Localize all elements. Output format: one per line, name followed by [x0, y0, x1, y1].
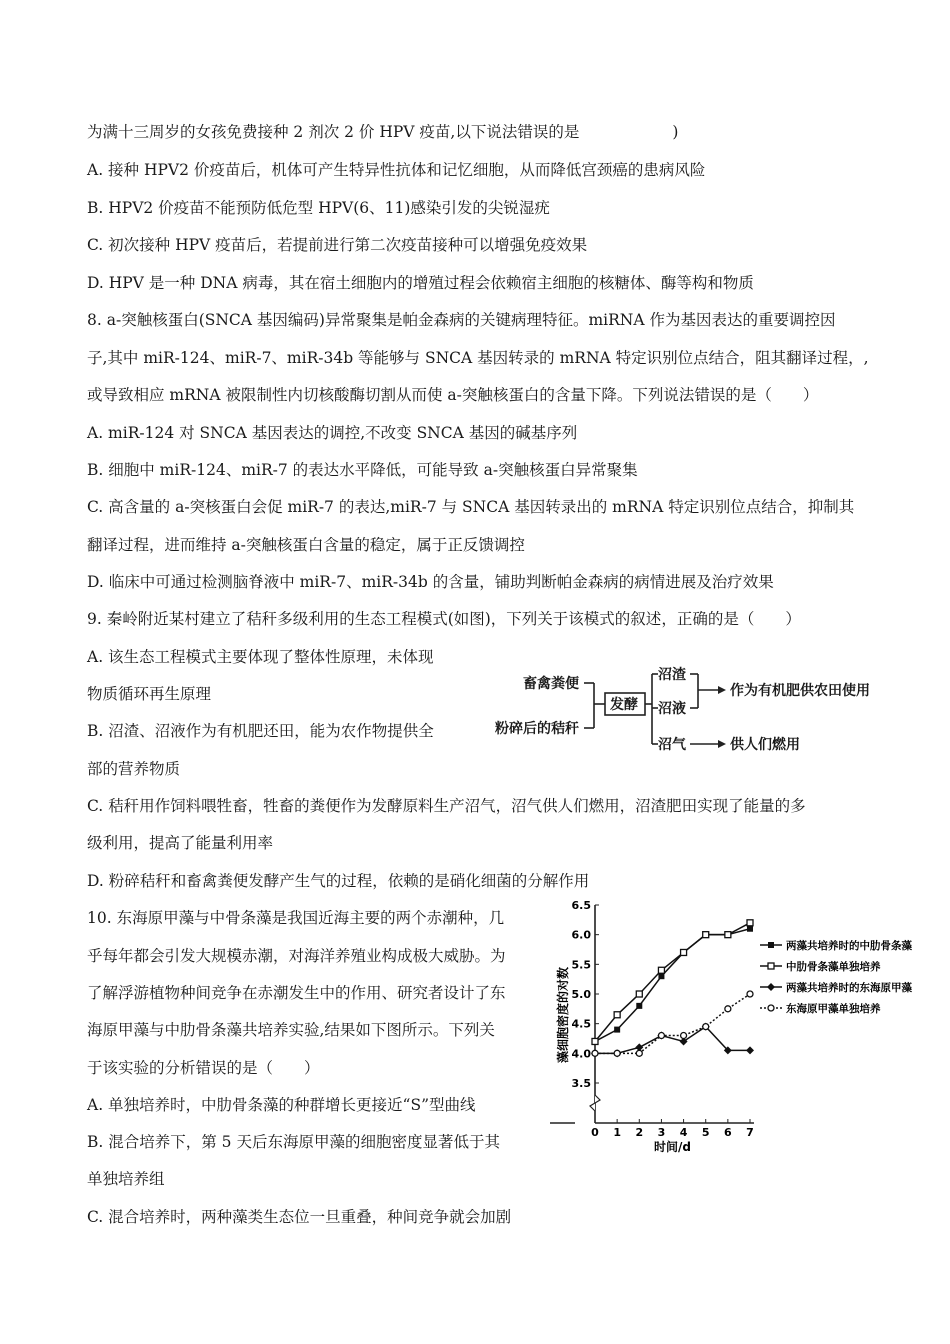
data-point-s3 — [658, 1033, 664, 1039]
legend-label-2: 两藻共培养时的东海原甲藻 — [786, 982, 912, 994]
series-line-1 — [595, 923, 750, 1042]
line-20: D. 粉碎秸秆和畜禽粪便发酵产生气的过程，依赖的是硝化细菌的分解作用 — [87, 872, 590, 890]
data-point-s0 — [747, 926, 753, 932]
algae-growth-chart — [545, 895, 915, 1165]
legend-marker-2 — [767, 983, 775, 991]
data-point-s0 — [658, 973, 664, 979]
y-tick-label: 3.5 — [571, 1077, 591, 1090]
flow-biogas: 沼气 — [658, 737, 686, 753]
x-axis-label: 时间/d — [654, 1140, 691, 1154]
line-26: A. 单独培养时，中肋骨条藻的种群增长更接近“S”型曲线 — [87, 1096, 476, 1114]
data-point-s1 — [636, 991, 642, 997]
line-29: C. 混合培养时，两种藻类生态位一旦重叠，种间竞争就会加剧 — [87, 1208, 512, 1226]
series-line-3 — [595, 994, 750, 1053]
y-tick-label: 6.0 — [571, 928, 591, 942]
legend-label-0: 两藻共培养时的中肋骨条藻 — [786, 940, 912, 952]
data-point-s1 — [681, 949, 687, 955]
line-2: B. HPV2 价疫苗不能预防低危型 HPV(6、11)感染引发的尖锐湿疣 — [87, 199, 550, 217]
legend-marker-3 — [768, 1005, 774, 1011]
x-tick-label: 6 — [724, 1126, 732, 1139]
x-tick-label: 3 — [657, 1126, 666, 1139]
flow-input-straw: 粉碎后的秸秆 — [495, 721, 579, 737]
legend-label-3: 东海原甲藻单独培养 — [786, 1003, 881, 1015]
flow-result-fertilizer: 作为有机肥供农田使用 — [730, 683, 870, 699]
y-tick-label: 5.5 — [571, 958, 591, 972]
data-point-s1 — [703, 932, 709, 938]
x-tick-label: 7 — [746, 1126, 754, 1139]
line-25: 于该实验的分析错误的是（ ） — [87, 1059, 320, 1077]
line-19: 级利用，提高了能量利用率 — [87, 834, 274, 852]
line-0: 为满十三周岁的女孩免费接种 2 剂次 2 价 HPV 疫苗,以下说法错误的是 ) — [87, 123, 679, 141]
data-point-s3 — [614, 1050, 620, 1056]
data-point-s0 — [614, 1027, 620, 1033]
line-17: 部的营养物质 — [87, 760, 181, 778]
line-3: C. 初次接种 HPV 疫苗后，若提前进行第二次疫苗接种可以增强免疫效果 — [87, 236, 588, 254]
flow-fermentation: 发酵 — [610, 697, 638, 713]
line-12: D. 临床中可通过检测脑脊液中 miR-7、miR-34b 的含量，铺助判断帕金森病的病情进展及治疗效果 — [87, 573, 774, 591]
data-point-s3 — [725, 1006, 731, 1012]
line-6: 子,其中 miR-124、miR-7、miR-34b 等能够与 SNCA 基因转录的 mRNA 特定识别位点结合，阻其翻译过程，, — [87, 349, 869, 367]
x-tick-label: 5 — [701, 1126, 710, 1139]
line-8: A. miR-124 对 SNCA 基因表达的调控,不改变 SNCA 基因的碱基序列 — [87, 424, 578, 442]
chart-svg — [545, 895, 915, 1165]
legend-marker-0 — [768, 942, 774, 948]
line-4: D. HPV 是一种 DNA 病毒，其在宿土细胞内的增殖过程会依赖宿主细胞的核糖体、酶等构和物质 — [87, 274, 754, 292]
y-tick-label: 5.0 — [571, 988, 591, 1001]
line-16: B. 沼渣、沼液作为有机肥还田，能为农作物提供全 — [87, 722, 434, 740]
x-tick-label: 1 — [613, 1126, 621, 1139]
data-point-s1 — [614, 1012, 620, 1018]
line-13: 9. 秦岭附近某村建立了秸秆多级利用的生态工程模式(如图)，下列关于该模式的叙述，正确的是（ ） — [87, 610, 801, 628]
flow-biogas-slurry: 沼液 — [658, 701, 686, 717]
line-11: 翻译过程，进而维持 a-突触核蛋白含量的稳定，属于正反馈调控 — [87, 536, 525, 554]
data-point-s1 — [725, 932, 731, 938]
data-point-s1 — [658, 967, 664, 973]
data-point-s1 — [592, 1038, 598, 1044]
flow-biogas-residue: 沼渣 — [658, 667, 686, 683]
data-point-s0 — [636, 1003, 642, 1009]
legend-label-1: 中肋骨条藻单独培养 — [786, 961, 881, 973]
line-18: C. 秸秆用作饲料喂牲畜，牲畜的粪便作为发酵原料生产沼气，沼气供人们燃用，沼渣肥田实现了能量的多 — [87, 797, 806, 815]
ecological-flow-diagram — [490, 660, 890, 760]
y-tick-label: 4.0 — [571, 1047, 591, 1061]
y-tick-label: 6.5 — [571, 899, 591, 912]
line-27: B. 混合培养下，第 5 天后东海原甲藻的细胞密度显著低于其 — [87, 1133, 500, 1151]
data-point-s3 — [636, 1050, 642, 1056]
legend-marker-1 — [768, 963, 774, 969]
line-24: 海原甲藻与中肋骨条藻共培养实验,结果如下图所示。下列关 — [87, 1021, 495, 1039]
y-axis-label: 藻细胞密度的对数 — [556, 966, 570, 1064]
data-point-s3 — [592, 1050, 598, 1056]
line-1: A. 接种 HPV2 价疫苗后，机体可产生特异性抗体和记忆细胞，从而降低宫颈癌的患病风险 — [87, 161, 706, 179]
flow-input-manure: 畜禽粪便 — [523, 676, 579, 692]
data-point-s3 — [681, 1033, 687, 1039]
line-23: 了解浮游植物种间竞争在赤潮发生中的作用、研究者设计了东 — [87, 984, 506, 1002]
line-28: 单独培养组 — [87, 1170, 165, 1188]
x-tick-label: 0 — [591, 1126, 599, 1139]
line-21: 10. 东海原甲藻与中骨条藻是我国近海主要的两个赤潮种，几 — [87, 909, 505, 927]
axis-break — [590, 1095, 600, 1111]
data-point-s2 — [746, 1046, 754, 1054]
line-10: C. 高含量的 a-突核蛋白会促 miR-7 的表达,miR-7 与 SNCA 基因转录出的 mRNA 特定识别位点结合，抑制其 — [87, 498, 855, 516]
line-9: B. 细胞中 miR-124、miR-7 的表达水平降低，可能导致 a-突触核蛋白异常聚集 — [87, 461, 638, 479]
line-14: A. 该生态工程模式主要体现了整体性原理，未体现 — [87, 648, 434, 666]
y-tick-label: 4.5 — [571, 1017, 591, 1031]
line-15: 物质循环再生原理 — [87, 685, 212, 703]
line-7: 或导致相应 mRNA 被限制性内切核酸酶切割从而使 a-突触核蛋白的含量下降。下列说法错误的是（ ） — [87, 386, 819, 404]
line-5: 8. a-突触核蛋白(SNCA 基因编码)异常聚集是帕金森病的关键病理特征。miRNA 作为基因表达的重要调控因 — [87, 311, 836, 329]
data-point-s3 — [747, 991, 753, 997]
x-tick-label: 2 — [635, 1126, 644, 1139]
flow-result-fuel: 供人们燃用 — [730, 737, 800, 753]
data-point-s1 — [747, 920, 753, 926]
x-tick-label: 4 — [679, 1126, 688, 1139]
data-point-s3 — [703, 1024, 709, 1030]
line-22: 乎每年都会引发大规模赤潮，对海洋养殖业构成极大威胁。为 — [87, 947, 506, 965]
series-line-0 — [595, 929, 750, 1042]
